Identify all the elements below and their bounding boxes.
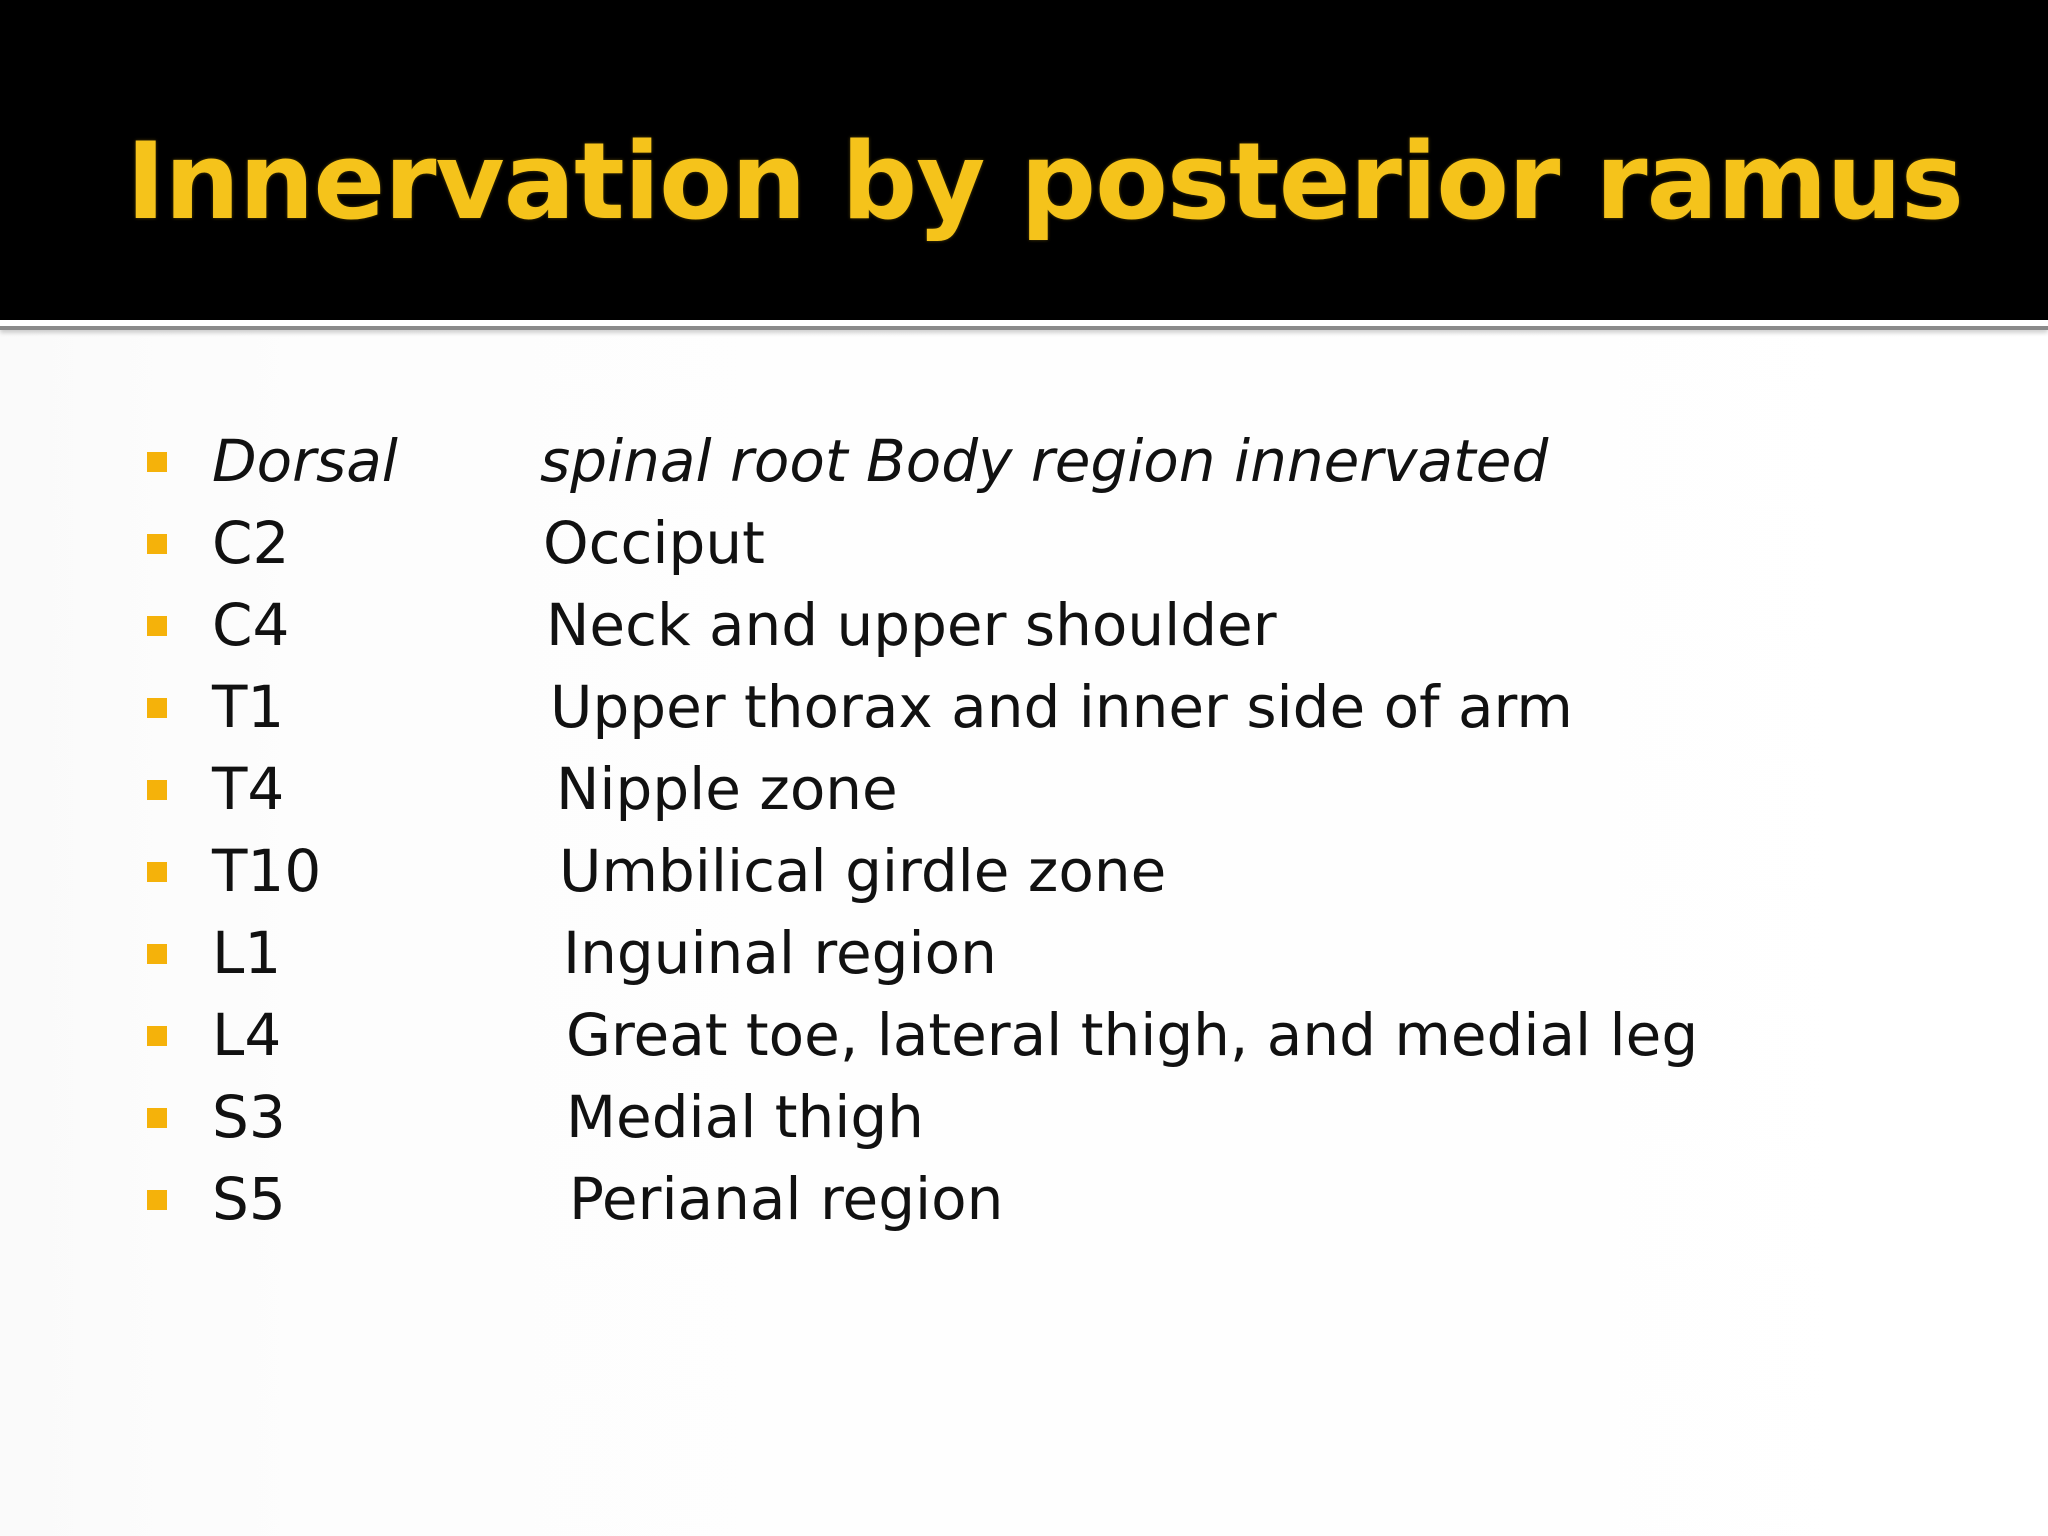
square-bullet-icon xyxy=(147,1026,167,1046)
list-item xyxy=(0,1158,2048,1240)
list-item xyxy=(0,994,2048,1076)
body-region: Nipple zone xyxy=(556,755,898,823)
slide-title: Innervation by posterior ramus xyxy=(126,120,1964,243)
body-region: Upper thorax and inner side of arm xyxy=(550,673,1573,741)
square-bullet-icon xyxy=(147,1190,167,1210)
spinal-root: T10 xyxy=(212,837,322,905)
body-region: Great toe, lateral thigh, and medial leg xyxy=(566,1001,1699,1069)
bullet-list xyxy=(0,420,2048,1240)
list-item-header xyxy=(0,420,2048,502)
square-bullet-icon xyxy=(147,1108,167,1128)
spinal-root: L4 xyxy=(212,1001,282,1069)
spinal-root: C2 xyxy=(212,509,290,577)
square-bullet-icon xyxy=(147,534,167,554)
body-region: Occiput xyxy=(543,509,765,577)
spinal-root: T4 xyxy=(212,755,285,823)
square-bullet-icon xyxy=(147,862,167,882)
body-region: Neck and upper shoulder xyxy=(546,591,1277,659)
body-region: Medial thigh xyxy=(566,1083,924,1151)
spinal-root: L1 xyxy=(212,919,282,987)
list-item xyxy=(0,912,2048,994)
square-bullet-icon xyxy=(147,616,167,636)
title-bar xyxy=(0,0,2048,320)
list-item xyxy=(0,1076,2048,1158)
column-a-header: Dorsal xyxy=(212,427,398,495)
square-bullet-icon xyxy=(147,698,167,718)
spinal-root: S5 xyxy=(212,1165,286,1233)
title-divider xyxy=(0,320,2048,330)
body-region: Inguinal region xyxy=(563,919,997,987)
body-region: Perianal region xyxy=(569,1165,1004,1233)
list-item xyxy=(0,502,2048,584)
square-bullet-icon xyxy=(147,780,167,800)
body-region: Umbilical girdle zone xyxy=(559,837,1167,905)
list-item xyxy=(0,830,2048,912)
square-bullet-icon xyxy=(147,944,167,964)
list-item xyxy=(0,584,2048,666)
spinal-root: S3 xyxy=(212,1083,286,1151)
square-bullet-icon xyxy=(147,452,167,472)
list-item xyxy=(0,666,2048,748)
spinal-root: C4 xyxy=(212,591,290,659)
list-item xyxy=(0,748,2048,830)
spinal-root: T1 xyxy=(212,673,285,741)
column-b-header: spinal root Body region innervated xyxy=(540,427,1549,495)
